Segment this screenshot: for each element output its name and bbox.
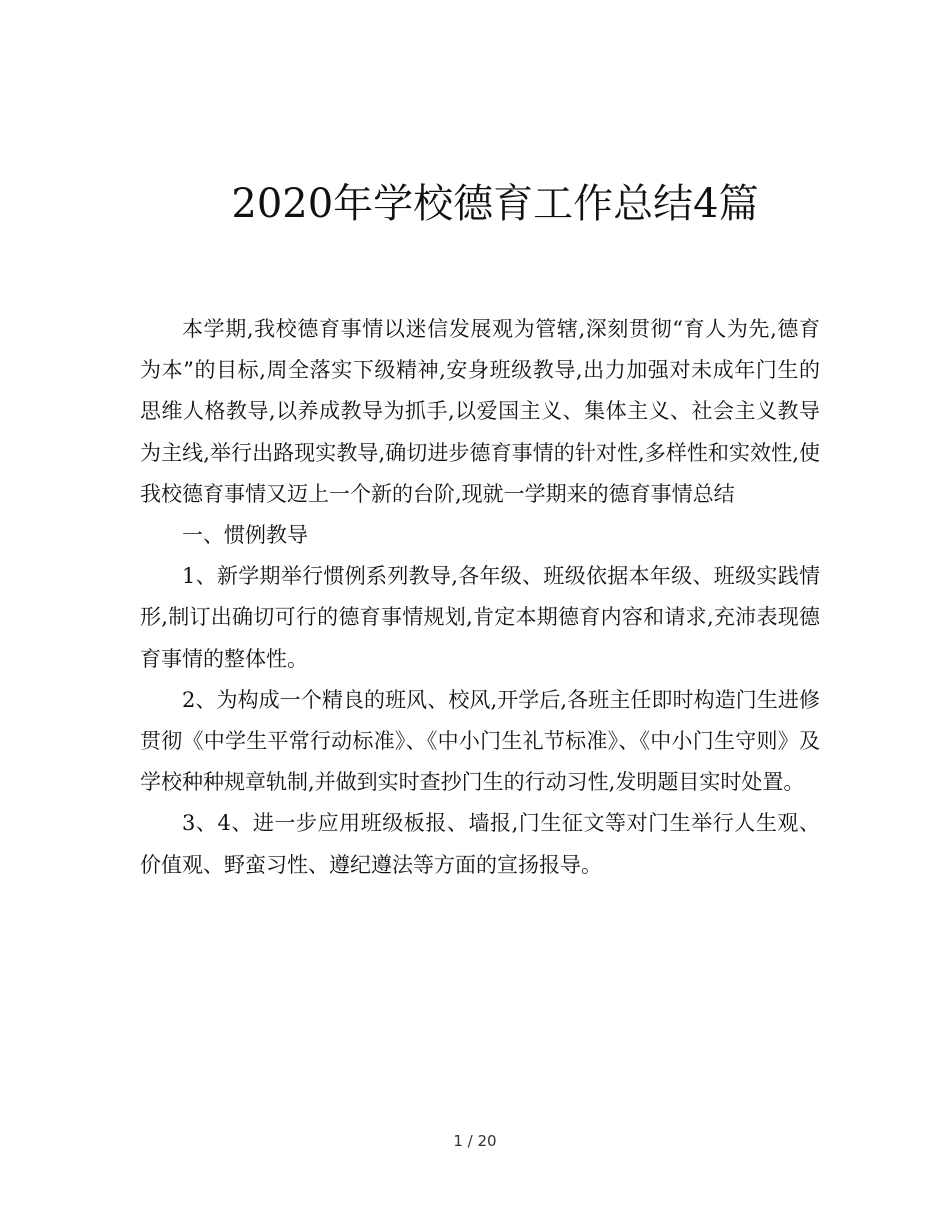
paragraph-item-3: 3、4、进一步应用班级板报、墙报,门生征文等对门生举行人生观、价值观、野蛮习性、遵纪遵法等方面的宣扬报导。 <box>140 811 820 877</box>
paragraph-intro: 本学期,我校德育事情以迷信发展观为管辖,深刻贯彻“育人为先,德育为本”的目标,周全落实下级精神,安身班级教导,出力加强对未成年门生的思维人格教导,以养成教导为抓手,以爱国主义、集体主义、社会主义教导为主线,举行出路现实教导,确切进步德育事情的针对性,多样性和实效性,使我校德育事情又迈上一个新的台阶,现就一学期来的德育事情总结 <box>140 317 820 506</box>
document-title: 2020年学校德育工作总结4篇 <box>231 181 759 227</box>
section-heading: 一、惯例教导 <box>182 523 308 548</box>
paragraph-item-2: 2、为构成一个精良的班风、校风,开学后,各班主任即时构造门生进修贯彻《中学生平常行动标准》、《中小门生礼节标准》、《中小门生守则》及学校种种规章轨制,并做到实时查抄门生的行动习性,发明题目实时处置。 <box>140 687 820 795</box>
document-body <box>140 309 820 886</box>
paragraph-item-1: 1、新学期举行惯例系列教导,各年级、班级依据本年级、班级实践情形,制订出确切可行的德育事情规划,肯定本期德育内容和请求,充沛表现德育事情的整体性。 <box>140 564 820 671</box>
page-number: 1 / 20 <box>453 1132 497 1150</box>
